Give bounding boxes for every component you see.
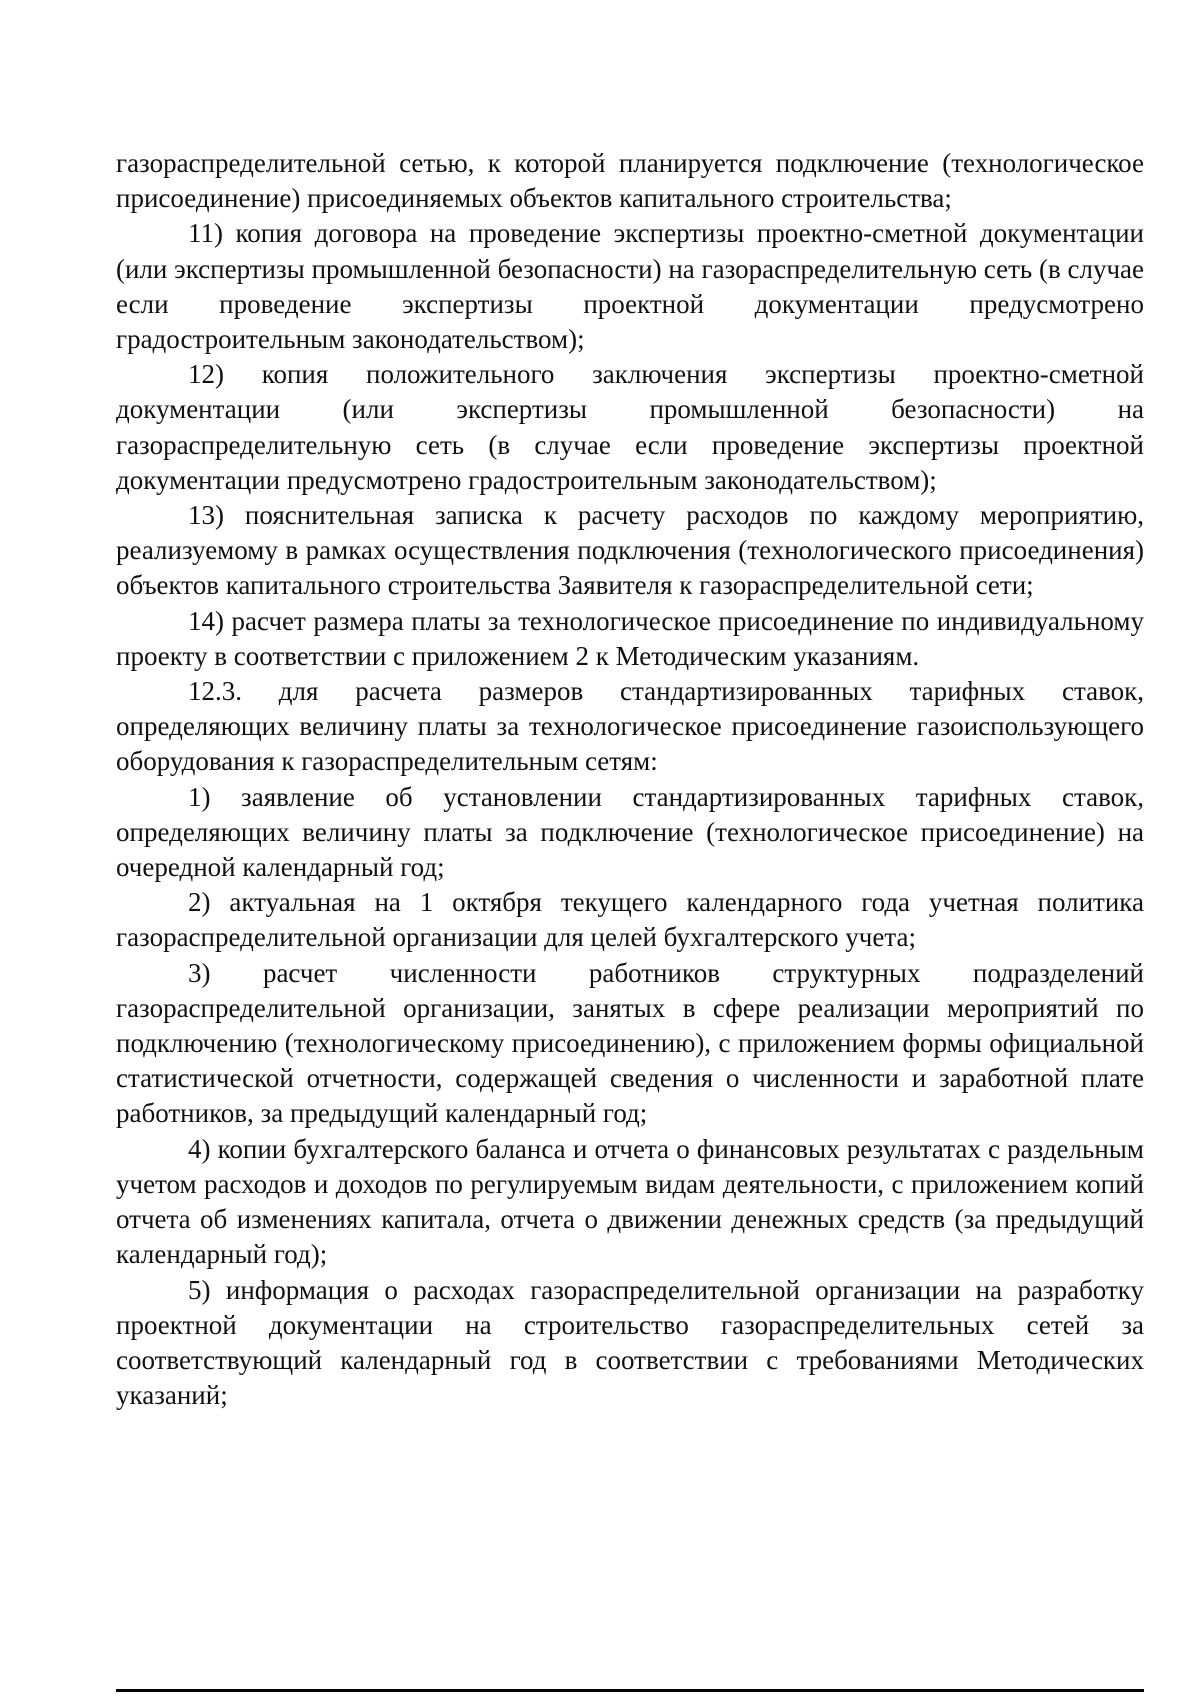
page-bottom-divider xyxy=(116,1689,1144,1692)
paragraph-item-1: 1) заявление об установлении стандартизированных тарифных ставок, определяющих величину платы за подключение (технологическое присоединение) на очередной календарный год; xyxy=(116,781,1144,883)
paragraph-item-2: 2) актуальная на 1 октября текущего календарного года учетная политика газораспределительной организации для целей бухгалтерского учета; xyxy=(116,887,1144,953)
document-body xyxy=(116,146,1144,1413)
paragraph-item-5: 5) информация о расходах газораспределительной организации на разработку проектной документации на строительство газораспределительных сетей за соответствующий календарный год в соответствии с требованиями Методических указаний; xyxy=(116,1274,1144,1411)
paragraph-continuation: газораспределительной сетью, к которой планируется подключение (технологическое присоединение) присоединяемых объектов капитального строительства; xyxy=(116,148,1144,214)
paragraph-item-3: 3) расчет численности работников структурных подразделений газораспределительной организации, занятых в сфере реализации мероприятий по подключению (технологическому присоединению), с приложением формы официальной статистической отчетности, содержащей сведения о численности и заработной плате работников, за предыдущий календарный год; xyxy=(116,957,1144,1129)
paragraph-item-11: 11) копия договора на проведение экспертизы проектно-сметной документации (или экспертизы промышленной безопасности) на газораспределительную сеть (в случае если проведение экспертизы проектной документации предусмотрено градостроительным законодательством); xyxy=(116,218,1144,355)
paragraph-item-13: 13) пояснительная записка к расчету расходов по каждому мероприятию, реализуемому в рамках осуществления подключения (технологического присоединения) объектов капитального строительства Заявителя к газораспределительной сети; xyxy=(116,500,1144,601)
paragraph-item-12: 12) копия положительного заключения экспертизы проектно-сметной документации (или экспертизы промышленной безопасности) на газораспределительную сеть (в случае если проведение экспертизы проектной документации предусмотрено градостроительным законодательством); xyxy=(116,359,1144,495)
paragraph-section-12-3: 12.3. для расчета размеров стандартизированных тарифных ставок, определяющих величину платы за технологическое присоединение газоиспользующего оборудования к газораспределительным сетям: xyxy=(116,676,1144,777)
paragraph-item-14: 14) расчет размера платы за технологическое присоединение по индивидуальному проекту в соответствии с приложением 2 к Методическим указаниям. xyxy=(116,605,1144,671)
paragraph-item-4: 4) копии бухгалтерского баланса и отчета о финансовых результатах с раздельным учетом расходов и доходов по регулируемым видам деятельности, с приложением копий отчета об изменениях капитала, отчета о движении денежных средств (за предыдущий календарный год); xyxy=(116,1133,1144,1270)
